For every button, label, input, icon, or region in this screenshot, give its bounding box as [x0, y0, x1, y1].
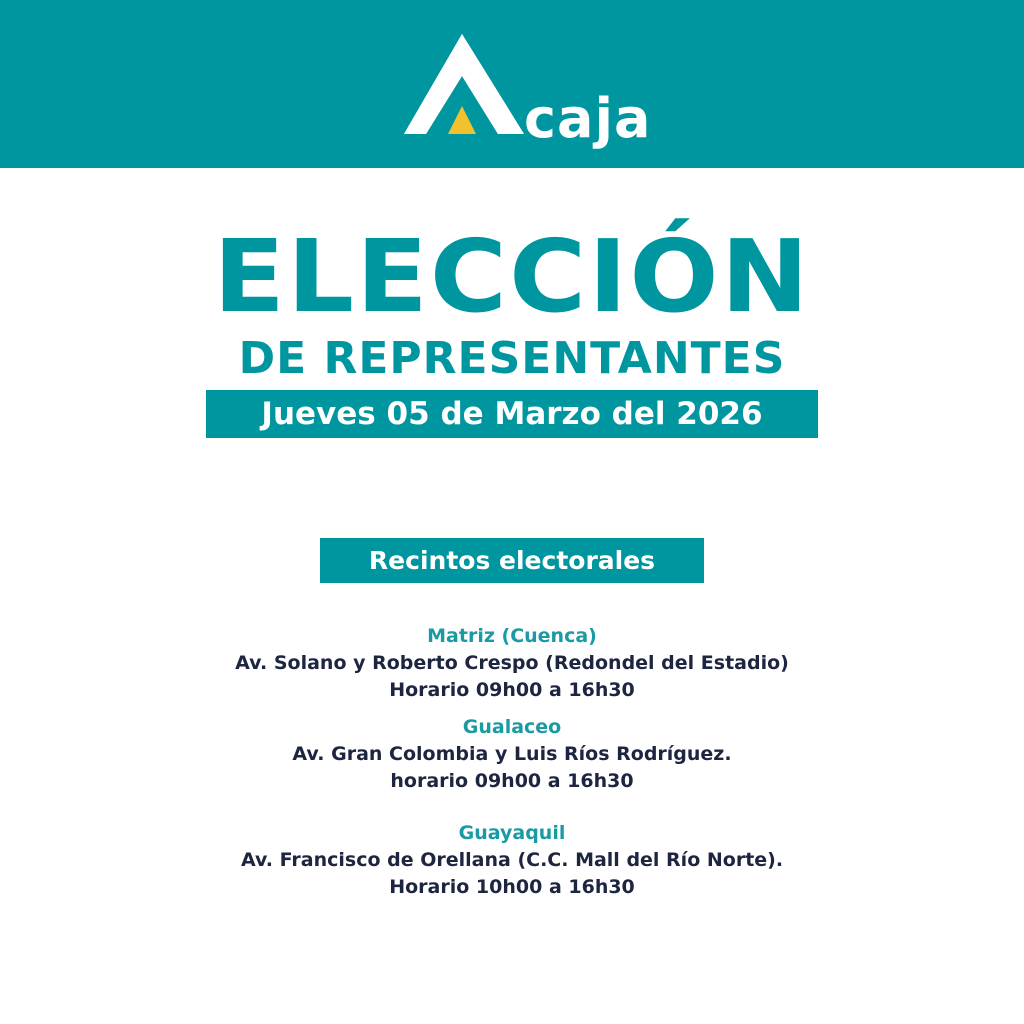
venue-name: Guayaquil [458, 822, 566, 844]
caja-logo-mark-icon [400, 30, 530, 140]
election-date-banner: Jueves 05 de Marzo del 2026 [206, 390, 818, 438]
header-banner [0, 0, 1024, 168]
venue-block-matriz [0, 623, 1024, 704]
venue-name: Matriz (Cuenca) [427, 625, 597, 647]
venue-address: Av. Francisco de Orellana (C.C. Mall del Río Norte). [240, 849, 784, 871]
logo-wordmark: caja [524, 87, 652, 150]
venue-block-gualaceo [0, 714, 1024, 795]
page-title: ELECCIÓN [213, 218, 811, 335]
caja-logo [400, 30, 660, 150]
page-subtitle: DE REPRESENTANTES [238, 333, 786, 384]
section-heading: Recintos electorales [320, 538, 704, 583]
venue-schedule: Horario 09h00 a 16h30 [389, 679, 635, 701]
venue-name: Gualaceo [462, 716, 562, 738]
venue-block-guayaquil [0, 820, 1024, 901]
venue-address: Av. Solano y Roberto Crespo (Redondel del Estadio) [235, 652, 789, 674]
venue-address: Av. Gran Colombia y Luis Ríos Rodríguez. [292, 743, 732, 765]
venue-schedule: Horario 10h00 a 16h30 [389, 876, 635, 898]
venue-schedule: horario 09h00 a 16h30 [390, 770, 634, 792]
